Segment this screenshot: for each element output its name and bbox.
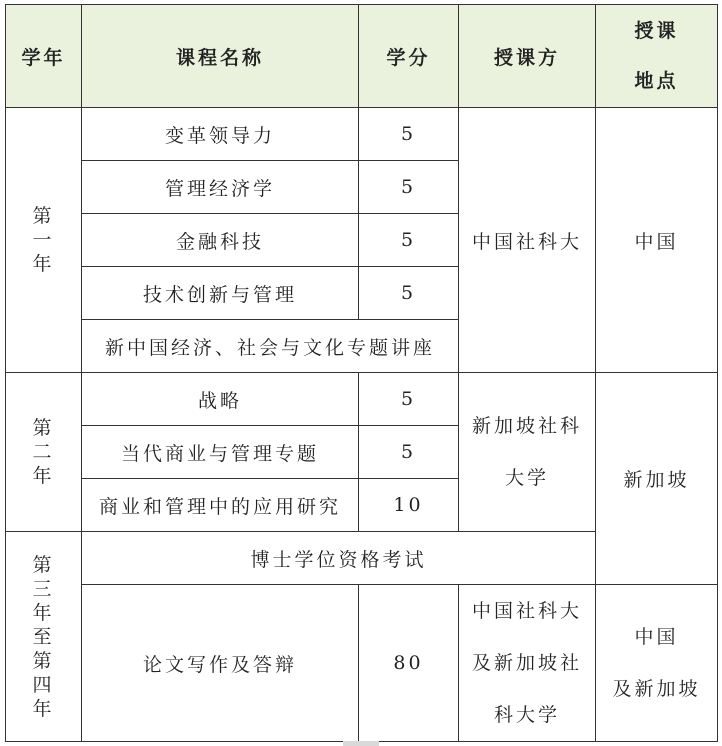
- year2-provider: 新加坡社科 大学: [459, 373, 596, 532]
- course-credits: 5: [359, 214, 459, 267]
- year34-location: 中国 及新加坡: [596, 585, 718, 742]
- course-name: 商业和管理中的应用研究: [82, 479, 359, 532]
- course-name: 管理经济学: [82, 161, 359, 214]
- course-name: 当代商业与管理专题: [82, 426, 359, 479]
- course-name: 金融科技: [82, 214, 359, 267]
- header-location: 授课 地点: [596, 5, 718, 108]
- year1-location: 中国: [596, 108, 718, 373]
- year1-label: 第 一 年: [6, 108, 82, 373]
- course-name: 变革领导力: [82, 108, 359, 161]
- lecture-series: 新中国经济、社会与文化专题讲座: [82, 320, 459, 373]
- page-edge-marker: [343, 741, 379, 746]
- year2-label: 第 二 年: [6, 373, 82, 532]
- header-course: 课程名称: [82, 5, 359, 108]
- table-row: [6, 373, 718, 426]
- course-credits: 5: [359, 108, 459, 161]
- course-credits: 5: [359, 426, 459, 479]
- year2-location: 新加坡: [596, 373, 718, 585]
- course-credits: 5: [359, 373, 459, 426]
- curriculum-table: [5, 4, 718, 742]
- header-year: 学年: [6, 5, 82, 108]
- course-credits: 5: [359, 161, 459, 214]
- thesis-credits: 80: [359, 585, 459, 742]
- year34-label: 第 三 年 至 第 四 年: [6, 532, 82, 742]
- header-row: [6, 5, 718, 108]
- course-name: 技术创新与管理: [82, 267, 359, 320]
- course-credits: 5: [359, 267, 459, 320]
- header-credits: 学分: [359, 5, 459, 108]
- year1-provider: 中国社科大: [459, 108, 596, 373]
- table-row: [6, 108, 718, 161]
- course-credits: 10: [359, 479, 459, 532]
- course-name: 战略: [82, 373, 359, 426]
- table-row: [6, 585, 718, 742]
- header-provider: 授课方: [459, 5, 596, 108]
- thesis-course: 论文写作及答辩: [82, 585, 359, 742]
- qualifying-exam: 博士学位资格考试: [82, 532, 596, 585]
- year34-provider: 中国社科大 及新加坡社 科大学: [459, 585, 596, 742]
